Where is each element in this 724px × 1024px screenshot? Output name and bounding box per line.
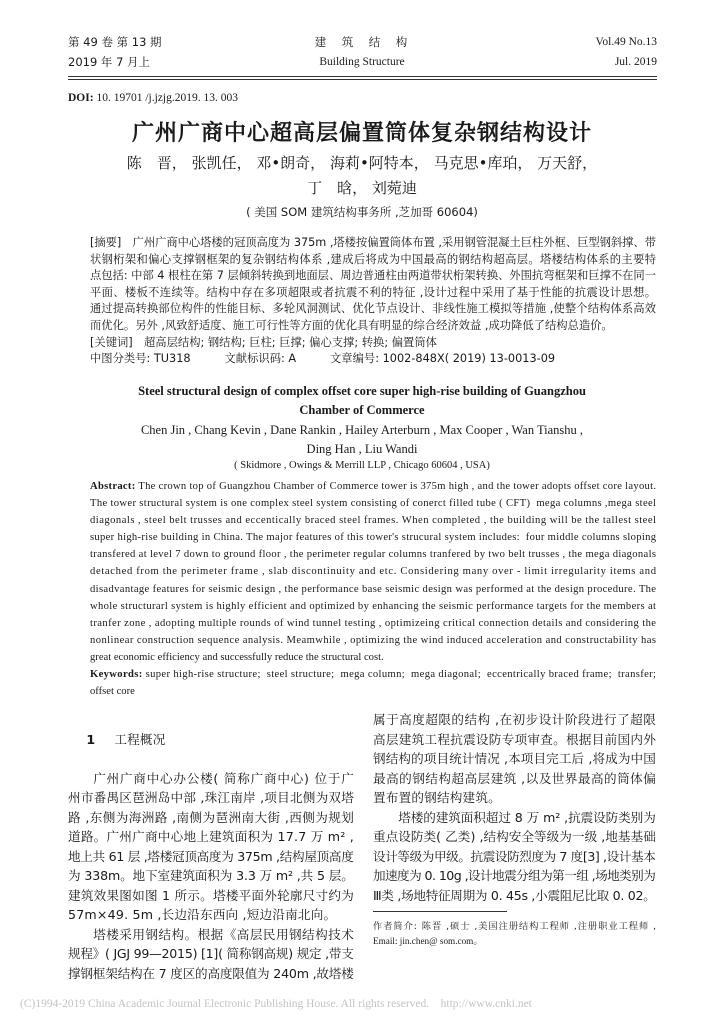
text-line: offset core	[90, 686, 135, 698]
text-line: 点包括: 中部 4 根柱在第 7 层倾斜转换到地面层、周边普通柱由两道带状桁架转换、外围抗弯框架和巨撑不在同一	[90, 269, 656, 283]
issue-cn: 第 49 卷 第 13 期	[68, 35, 162, 49]
text-line: 广州广商中心办公楼( 简称广商中心) 位于广	[93, 770, 355, 786]
text-line: 中图分类号: TU318 文献标识码: A 文章编号: 1002-848X( 2019) 13-0013-09	[90, 352, 556, 366]
affiliation-cn: ( 美国 SOM 建筑结构事务所 ,芝加哥 60604)	[246, 205, 478, 219]
text-line: 道路。广州广商中心地上建筑面积为 17.7 万 m² ,	[68, 829, 355, 844]
text-line: 塔楼的建筑面积超过 8 万 m² ,抗震设防类别为	[398, 809, 656, 825]
text-line: 最高的钢结构超高层建筑 ,以及世界最高的筒体偏	[373, 770, 657, 786]
title-cn: 广州广商中心超高层偏置筒体复杂钢结构设计	[131, 121, 592, 146]
text-line: 路 ,东侧为海洲路 ,南侧为琶洲南大街 ,西侧为规划	[68, 809, 355, 825]
text-line: [摘要] 广州广商中心塔楼的冠顶高度为 375m ,塔楼按偏置筒体布置 ,采用钢管混凝土巨柱外框、巨型钢斜撑、带	[90, 236, 656, 249]
copyright-footer: (C)1994-2019 China Academic Journal Electronic Publishing House. All rights reserved. http://www.cnki.net	[20, 998, 532, 1010]
date-en: Jul. 2019	[614, 56, 657, 68]
text-line: great economic efficiency and successfully reduce the structural cost.	[90, 651, 384, 663]
vol-en: Vol.49 No.13	[595, 36, 657, 48]
text-line: tranfer zone , adopting multiple rounds of wind tunnel testing , optimizeing critical connection details and considering the	[90, 617, 657, 629]
doi-label: DOI:	[68, 92, 94, 104]
header-left	[68, 32, 162, 72]
authors-cn	[60, 151, 664, 201]
text-line	[90, 666, 657, 683]
text-line: 钢结构的项目统计情况 ,本项目完工后 ,将成为中国	[373, 751, 656, 766]
abstract-en-body	[90, 478, 657, 700]
header-right	[596, 32, 657, 72]
text-line: 塔楼采用钢结构。根据《高层民用钢结构技术	[93, 926, 355, 942]
author-note-line: 作者简介: 陈晋 ,硕士 ,美国注册结构工程师 ,注册职业工程师 ,	[373, 921, 657, 932]
text-line: 设计等级为甲级。抗震设防烈度为 7 度[3] ,设计基本	[373, 848, 656, 864]
abstract-label: Abstract:	[90, 481, 136, 492]
text-line: [关键词] 超高层结构; 钢结构; 巨柱; 巨撑; 偏心支撑; 转换; 偏置筒体	[90, 335, 437, 349]
text-line: 状钢桁架和偏心支撑钢框架的复杂钢结构体系 ,建成后将成为中国最高的钢结构超高层。塔楼结构体系的主要特	[90, 252, 657, 266]
text-line: 置布置的钢结构建筑。	[373, 790, 501, 805]
authors-cn-line: 丁 晗， 刘菀迪	[307, 179, 417, 197]
text-line: transfered at level 7 down to ground floor , the perimeter regular columns tranfered by two belt trusses , the mega diagonals	[90, 549, 657, 561]
text-line: 高层建筑工程抗震设防专项审查。根据目前国内外	[373, 731, 657, 747]
author-note-email: Email: jin.chen@ som.com。	[373, 936, 483, 946]
header-rule	[68, 76, 657, 77]
title-en-line: Steel structural design of complex offset core super high-rise building of Guangzhou	[138, 384, 586, 398]
text-line: 属于高度超限的结构 ,在初步设计阶段进行了超限	[373, 712, 657, 727]
author-note	[373, 919, 657, 949]
text-line: 撑钢框架结构在 7 度区的高度限值为 240m ,故塔楼	[68, 965, 354, 981]
authors-en-line: Ding Han , Liu Wandi	[306, 442, 418, 456]
text-line: 57m×49. 5m ,长边沿东西向 ,短边沿南北向。	[68, 907, 337, 922]
affiliation-en: ( Skidmore , Owings & Merrill LLP , Chicago 60604 , USA)	[234, 460, 490, 471]
text-line: whole structurarl system is highly efficient and optimized by enhancing the seismic performance targets for the members at	[90, 600, 657, 612]
text-line: 加速度为 0. 10g ,设计地震分组为第一组 ,场地类别为	[373, 868, 656, 883]
authors-en	[60, 421, 664, 459]
doi-value: 10. 19701 /j.jzjg.2019. 13. 003	[93, 92, 238, 104]
text-line: 地上共 61 层 ,塔楼冠顶高度为 375m ,结构屋顶高度	[68, 848, 354, 864]
text-line: detached from the perimeter frame , slab discontinuity and etc. Considering many over - limit irregularity items and	[90, 566, 657, 578]
text-line: 建筑效果图如图 1 所示。塔楼平面外轮廓尺寸约为	[68, 887, 355, 903]
section-heading	[68, 710, 355, 769]
text-line: 而优化。另外 ,风致舒适度、施工可行性等方面的优化具有明显的综合经济效益 ,成功降低了结构总造价。	[90, 318, 613, 332]
title-en-line: Chamber of Commerce	[299, 403, 425, 417]
abstract-label: Keywords:	[90, 669, 143, 681]
text-line-content: The crown top of Guangzhou Chamber of Commerce tower is 375m high , and the tower adopts offset core layout.	[135, 481, 657, 492]
text-line: 规程》( JGJ 99—2015) [1]( 简称钢高规) 规定 ,带支	[68, 946, 354, 961]
journal-cn: 建 筑 结 构	[314, 35, 410, 49]
body-left-text	[68, 769, 355, 984]
journal-en: Building Structure	[319, 56, 405, 68]
doi	[68, 92, 238, 104]
body-right-column	[373, 710, 657, 905]
section-number: 1	[86, 731, 96, 747]
text-line-content: super high-rise structure; steel structure; mega column; mega diagonal; eccentrically braced frame; transfer;	[142, 669, 657, 681]
header-rule-thick	[68, 79, 657, 80]
footnote-rule	[373, 911, 507, 912]
body-left-column	[68, 710, 355, 983]
abstract-en	[90, 478, 657, 700]
title-en	[60, 382, 664, 420]
abstract-cn	[90, 235, 657, 368]
body-right-text	[373, 710, 657, 905]
text-line: diagonals , steel belt trusses and eccentically braced steel frames. When completed , the building will be the tallest steel	[90, 515, 657, 527]
text-line: 平面、楼板不连续等。结构中存在多项超限或者抗震不利的特征 ,设计过程中采用了基于性能的抗震设计思想。	[90, 285, 657, 299]
authors-cn-line: 陈 晋， 张凯任， 邓•朗奇， 海莉•阿特本， 马克思•库珀， 万天舒，	[126, 154, 598, 172]
text-line	[90, 478, 657, 495]
text-line: 通过提高转换部位构件的性能目标、多轮风洞测试、优化节点设计、非线性施工模拟等措施 ,使整个结构体系高效	[90, 302, 657, 316]
text-line: 为 338m。地下室建筑面积为 3.3 万 m² ,共 5 层。	[68, 868, 354, 883]
section-title: 工程概况	[114, 731, 166, 747]
text-line: nonlinear construction sequence analysis. Meamwhile , optimizing the wind induced acceleration and constructability has	[90, 634, 657, 646]
date-cn: 2019 年 7 月上	[68, 55, 151, 69]
text-line: 州市番禺区琶洲岛中部 ,珠江南岸 ,项目北侧为双塔	[68, 790, 355, 805]
text-line: Ⅲ类 ,场地特征周期为 0. 45s ,小震阻尼比取 0. 02。	[373, 887, 656, 903]
authors-en-line: Chen Jin , Chang Kevin , Dane Rankin , Hailey Arterburn , Max Cooper , Wan Tianshu ,	[140, 423, 584, 437]
text-line: super high-rise building in China. The major features of this tower's strucural system includes: four middle columns sloping	[90, 532, 657, 544]
text-line: disadvantage features for seismic design , the performance base seismic design was performed at the design procedure. The	[90, 583, 657, 595]
header-center	[262, 32, 462, 72]
text-line: The tower structural system is one complex steel system consisting of conerct filled tube ( CFT) mega columns ,mega steel	[90, 498, 657, 510]
text-line: 重点设防类( 乙类) ,结构安全等级为一级 ,地基基础	[373, 829, 656, 844]
